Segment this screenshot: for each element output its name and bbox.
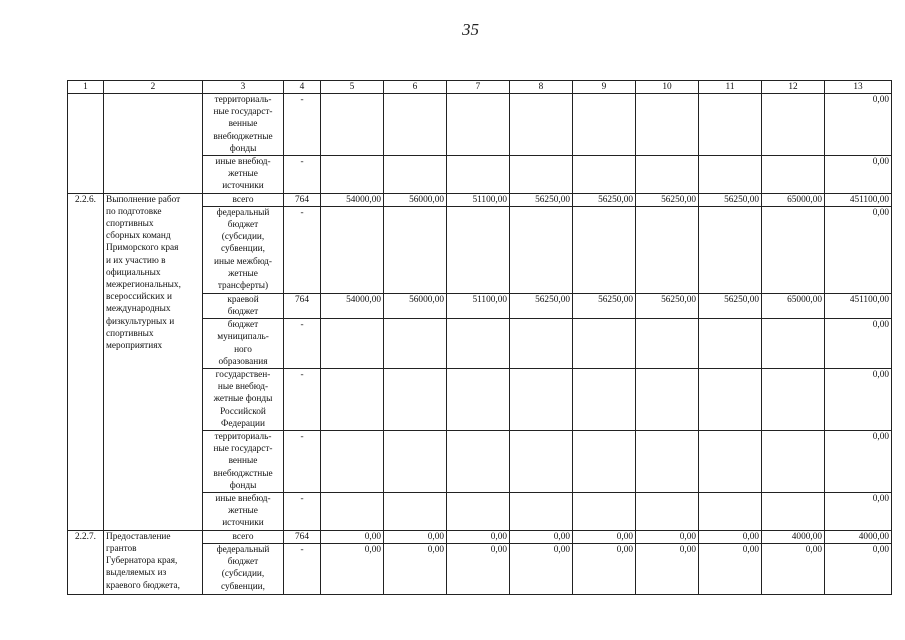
value-cell: [321, 431, 384, 493]
total-cell: 451100,00: [825, 193, 892, 206]
value-cell: 0,00: [447, 543, 510, 594]
value-cell: 0,00: [384, 543, 447, 594]
funding-source-cell: территориаль- ные государст- венные внебюджстные фонды: [203, 431, 284, 493]
value-cell: 0,00: [510, 530, 573, 543]
value-cell: [447, 206, 510, 293]
value-cell: 51100,00: [447, 193, 510, 206]
value-cell: 4000,00: [762, 530, 825, 543]
total-cell: 4000,00: [825, 530, 892, 543]
grbs-cell: -: [284, 206, 321, 293]
value-cell: 0,00: [573, 530, 636, 543]
funding-source-cell: иные внебюд- жетные источники: [203, 493, 284, 531]
value-cell: [384, 94, 447, 156]
value-cell: [447, 156, 510, 194]
funding-source-cell: иные внебюд- жетные источники: [203, 156, 284, 194]
funding-source-cell: территориаль- ные государст- венные внебюджетные фонды: [203, 94, 284, 156]
value-cell: [762, 493, 825, 531]
value-cell: 0,00: [636, 543, 699, 594]
grbs-cell: -: [284, 319, 321, 369]
value-cell: [447, 94, 510, 156]
table-row: [68, 530, 892, 543]
value-cell: [321, 206, 384, 293]
header-cell: 6: [384, 81, 447, 94]
value-cell: 56250,00: [636, 193, 699, 206]
value-cell: 56250,00: [699, 193, 762, 206]
value-cell: [573, 369, 636, 431]
value-cell: 56250,00: [699, 293, 762, 318]
total-cell: 0,00: [825, 94, 892, 156]
value-cell: 51100,00: [447, 293, 510, 318]
value-cell: [636, 493, 699, 531]
value-cell: [573, 206, 636, 293]
value-cell: [699, 493, 762, 531]
total-cell: 0,00: [825, 156, 892, 194]
item-name-cell: Выполнение работ по подготовке спортивных сборных команд Приморского края и их участию в официальных межрегиональных, всероссийских и международных физкультурных и спортивных мероприятиях: [104, 193, 203, 530]
header-cell: 9: [573, 81, 636, 94]
total-cell: 0,00: [825, 319, 892, 369]
value-cell: [636, 206, 699, 293]
value-cell: [699, 156, 762, 194]
value-cell: 56250,00: [573, 293, 636, 318]
header-cell: 11: [699, 81, 762, 94]
value-cell: [321, 319, 384, 369]
value-cell: [699, 319, 762, 369]
value-cell: [384, 369, 447, 431]
value-cell: [699, 94, 762, 156]
grbs-cell: -: [284, 431, 321, 493]
funding-source-cell: федеральный бюджет (субсидии, субвенции, иные межбюд- жетные трансферты): [203, 206, 284, 293]
value-cell: [384, 319, 447, 369]
value-cell: [573, 156, 636, 194]
value-cell: [510, 156, 573, 194]
funding-source-cell: всего: [203, 530, 284, 543]
total-cell: 0,00: [825, 493, 892, 531]
value-cell: [447, 493, 510, 531]
value-cell: [384, 493, 447, 531]
value-cell: [321, 94, 384, 156]
header-cell: 1: [68, 81, 104, 94]
value-cell: 0,00: [699, 543, 762, 594]
value-cell: [321, 493, 384, 531]
value-cell: [762, 369, 825, 431]
header-cell: 10: [636, 81, 699, 94]
value-cell: [636, 369, 699, 431]
total-cell: 451100,00: [825, 293, 892, 318]
code-cell: [68, 94, 104, 194]
budget-table: [67, 80, 892, 595]
value-cell: 0,00: [321, 543, 384, 594]
header-cell: 2: [104, 81, 203, 94]
value-cell: [636, 94, 699, 156]
value-cell: [447, 319, 510, 369]
value-cell: [510, 319, 573, 369]
table-header-row: [68, 81, 892, 94]
value-cell: 0,00: [762, 543, 825, 594]
value-cell: 56250,00: [510, 193, 573, 206]
value-cell: 56250,00: [510, 293, 573, 318]
value-cell: [636, 431, 699, 493]
grbs-cell: 764: [284, 193, 321, 206]
value-cell: [510, 369, 573, 431]
grbs-cell: 764: [284, 530, 321, 543]
item-code-cell: 2.2.6.: [68, 193, 104, 530]
value-cell: 54000,00: [321, 193, 384, 206]
grbs-cell: -: [284, 493, 321, 531]
total-cell: 0,00: [825, 206, 892, 293]
page-number: 35: [462, 20, 479, 39]
header-cell: 12: [762, 81, 825, 94]
value-cell: 56000,00: [384, 193, 447, 206]
value-cell: [762, 431, 825, 493]
value-cell: [447, 431, 510, 493]
grbs-cell: -: [284, 94, 321, 156]
value-cell: [384, 206, 447, 293]
grbs-cell: -: [284, 543, 321, 594]
value-cell: 65000,00: [762, 293, 825, 318]
value-cell: [384, 156, 447, 194]
header-cell: 8: [510, 81, 573, 94]
value-cell: 56250,00: [573, 193, 636, 206]
value-cell: [573, 319, 636, 369]
header-cell: 4: [284, 81, 321, 94]
value-cell: [699, 431, 762, 493]
header-cell: 13: [825, 81, 892, 94]
value-cell: [510, 431, 573, 493]
grbs-cell: -: [284, 156, 321, 194]
value-cell: [762, 206, 825, 293]
name-cell: [104, 94, 203, 194]
value-cell: 0,00: [384, 530, 447, 543]
value-cell: [762, 94, 825, 156]
value-cell: [510, 206, 573, 293]
value-cell: 0,00: [699, 530, 762, 543]
value-cell: [447, 369, 510, 431]
header-cell: 3: [203, 81, 284, 94]
item-code-cell: 2.2.7.: [68, 530, 104, 594]
value-cell: 0,00: [321, 530, 384, 543]
total-cell: 0,00: [825, 543, 892, 594]
funding-source-cell: бюджет муниципаль- ного образования: [203, 319, 284, 369]
value-cell: [699, 206, 762, 293]
value-cell: 56000,00: [384, 293, 447, 318]
table-body: [68, 81, 892, 595]
value-cell: [321, 369, 384, 431]
value-cell: 56250,00: [636, 293, 699, 318]
grbs-cell: 764: [284, 293, 321, 318]
table-row: [68, 193, 892, 206]
funding-source-cell: федеральный бюджет (субсидии, субвенции,: [203, 543, 284, 594]
funding-source-cell: краевой бюджет: [203, 293, 284, 318]
funding-source-cell: всего: [203, 193, 284, 206]
funding-source-cell: государствен- ные внебюд- жетные фонды Российской Федерации: [203, 369, 284, 431]
value-cell: [573, 431, 636, 493]
value-cell: 65000,00: [762, 193, 825, 206]
header-cell: 5: [321, 81, 384, 94]
value-cell: [384, 431, 447, 493]
value-cell: [762, 319, 825, 369]
value-cell: 0,00: [510, 543, 573, 594]
value-cell: [510, 493, 573, 531]
total-cell: 0,00: [825, 369, 892, 431]
value-cell: [699, 369, 762, 431]
grbs-cell: -: [284, 369, 321, 431]
table-row: [68, 94, 892, 156]
value-cell: 54000,00: [321, 293, 384, 318]
value-cell: 0,00: [573, 543, 636, 594]
value-cell: [321, 156, 384, 194]
item-name-cell: Предоставление грантов Губернатора края, выделяемых из краевого бюджета,: [104, 530, 203, 594]
value-cell: 0,00: [636, 530, 699, 543]
value-cell: [573, 493, 636, 531]
header-cell: 7: [447, 81, 510, 94]
value-cell: [762, 156, 825, 194]
value-cell: 0,00: [447, 530, 510, 543]
value-cell: [636, 156, 699, 194]
value-cell: [636, 319, 699, 369]
total-cell: 0,00: [825, 431, 892, 493]
value-cell: [573, 94, 636, 156]
value-cell: [510, 94, 573, 156]
